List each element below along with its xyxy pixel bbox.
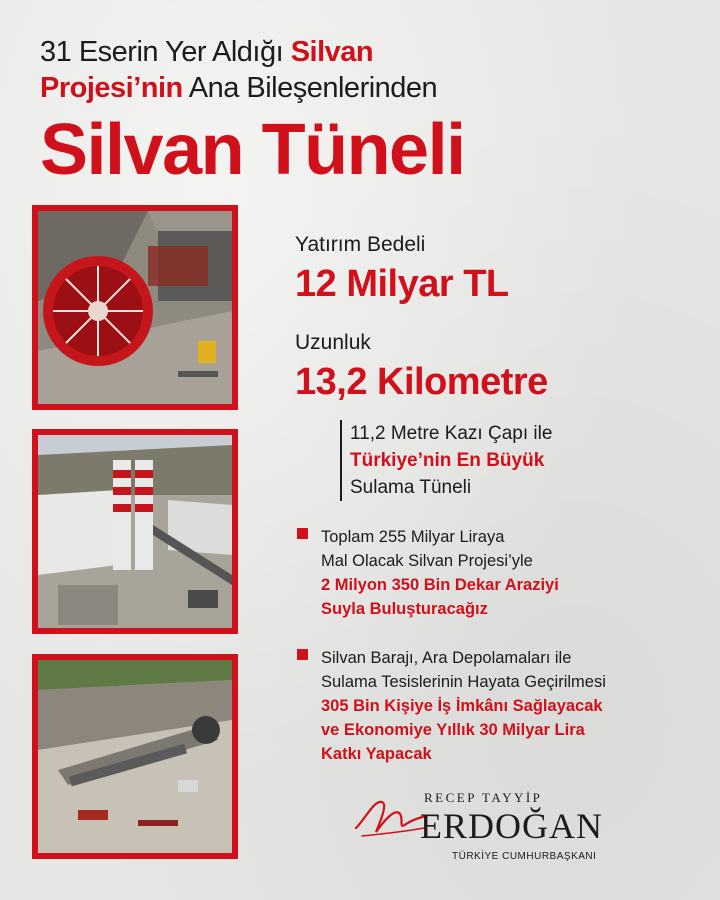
bullet-bold-text: 305 Bin Kişiye İş İmkânı Sağlayacak (321, 697, 603, 715)
investment-value: 12 Milyar TL (295, 263, 509, 305)
subtitle-line-1-plain: 31 Eserin Yer Aldığı (40, 36, 291, 68)
signature-surname: ERDOĞAN (420, 806, 603, 846)
bullet-bold-text: 2 Milyon 350 Bin Dekar Araziyi (321, 576, 559, 594)
bullet-text: Toplam 255 Milyar Liraya (321, 528, 505, 546)
bullet-text: Sulama Tesislerinin Hayata Geçirilmesi (321, 673, 606, 691)
bullet-bold-text: Katkı Yapacak (321, 745, 432, 763)
bullet-item-project (297, 525, 707, 621)
bullet-square-icon (297, 528, 308, 539)
signature-title: TÜRKİYE CUMHURBAŞKANI (452, 851, 597, 862)
photo-tunnel-boring-machine (32, 205, 238, 410)
subtitle-line-2-bold: Projesi’nin (40, 72, 183, 104)
investment-label: Yatırım Bedeli (295, 233, 426, 256)
subtitle-line-2 (40, 70, 680, 106)
bullet-bold-text: Suyla Buluşturacağız (321, 600, 488, 618)
main-title: Silvan Tüneli (40, 110, 465, 190)
signature-first-name: RECEP TAYYİP (424, 790, 543, 805)
highlight-line-2: Türkiye’nin En Büyük (350, 450, 545, 471)
bullet-bold-text: ve Ekonomiye Yıllık 30 Milyar Lira (321, 721, 585, 739)
length-value: 13,2 Kilometre (295, 361, 548, 403)
bullet-text: Silvan Barajı, Ara Depolamaları ile (321, 649, 572, 667)
photo-tunnel-site (32, 654, 238, 859)
tunnel-highlight (340, 420, 680, 501)
header (40, 34, 680, 190)
photo-concrete-plant (32, 429, 238, 634)
bullet-text: Mal Olacak Silvan Projesi’yle (321, 552, 533, 570)
subtitle-line-1 (40, 34, 680, 70)
subtitle-line-2-plain: Ana Bileşenlerinden (182, 72, 438, 104)
bullet-item-employment (297, 646, 707, 766)
subtitle-line-1-bold: Silvan (290, 36, 374, 68)
highlight-line-3: Sulama Tüneli (350, 477, 472, 498)
highlight-line-1: 11,2 Metre Kazı Çapı ile (350, 423, 553, 444)
signature-block (352, 782, 602, 882)
length-label: Uzunluk (295, 331, 371, 354)
bullet-square-icon (297, 649, 308, 660)
